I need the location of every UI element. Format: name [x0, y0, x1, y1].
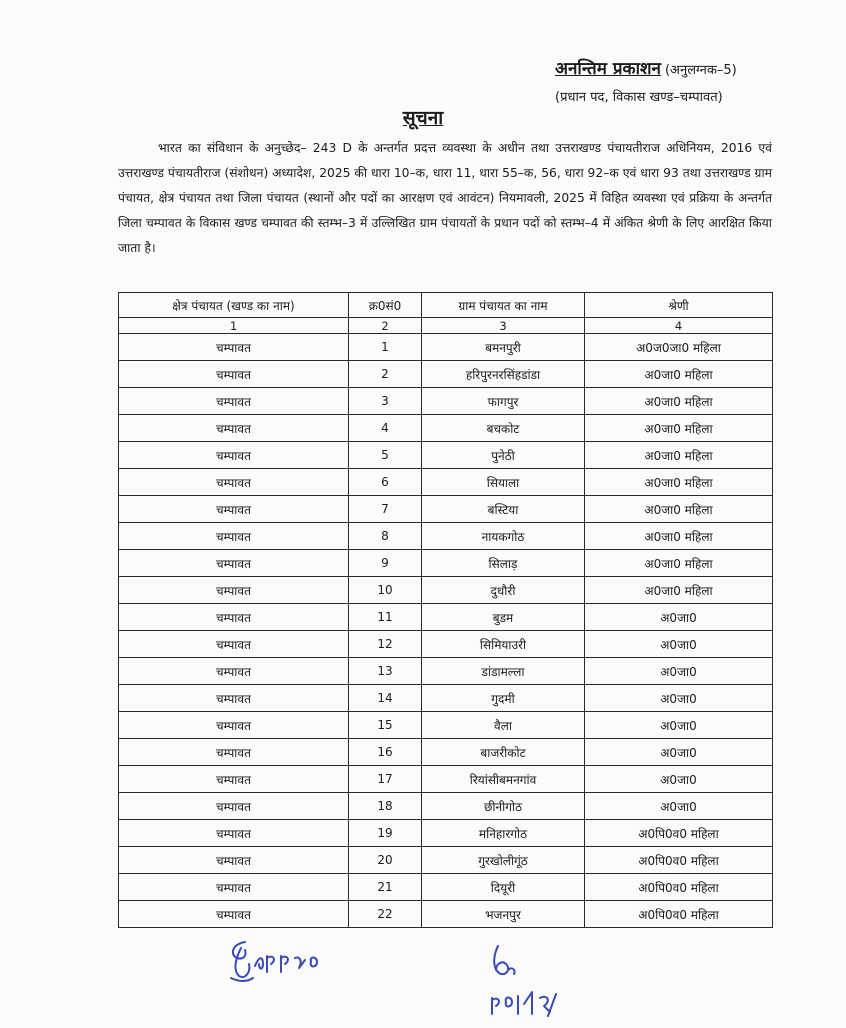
category-cell: अ0जा0	[585, 793, 773, 820]
category-cell: अ0ज0जा0 महिला	[585, 334, 773, 361]
serial-cell: 21	[349, 874, 422, 901]
table-row	[119, 739, 773, 766]
table-row	[119, 820, 773, 847]
table-row	[119, 469, 773, 496]
table-row	[119, 604, 773, 631]
document-header	[555, 56, 815, 105]
village-cell: बुडम	[422, 604, 585, 631]
village-cell: गुदमी	[422, 685, 585, 712]
serial-cell: 5	[349, 442, 422, 469]
block-cell: चम्पावत	[119, 874, 349, 901]
table-row	[119, 550, 773, 577]
table-row	[119, 496, 773, 523]
block-cell: चम्पावत	[119, 496, 349, 523]
table-row	[119, 577, 773, 604]
table-row	[119, 712, 773, 739]
table-row	[119, 901, 773, 928]
village-cell: सियाला	[422, 469, 585, 496]
header-serial: क्र0सं0	[349, 293, 422, 318]
block-cell: चम्पावत	[119, 631, 349, 658]
block-cell: चम्पावत	[119, 469, 349, 496]
table-row	[119, 658, 773, 685]
final-publication-title	[555, 56, 815, 79]
serial-cell: 10	[349, 577, 422, 604]
table-header-row	[119, 293, 773, 318]
block-cell: चम्पावत	[119, 793, 349, 820]
block-cell: चम्पावत	[119, 604, 349, 631]
block-cell: चम्पावत	[119, 712, 349, 739]
table-body	[119, 334, 773, 928]
serial-cell: 14	[349, 685, 422, 712]
notice-heading: सूचना	[402, 107, 444, 129]
category-cell: अ0पि0व0 महिला	[585, 847, 773, 874]
village-cell: सिलाड़	[422, 550, 585, 577]
category-cell: अ0जा0 महिला	[585, 496, 773, 523]
category-cell: अ0जा0 महिला	[585, 442, 773, 469]
village-cell: वैला	[422, 712, 585, 739]
serial-cell: 19	[349, 820, 422, 847]
post-block-subtitle: (प्रधान पद, विकास खण्ड–चम्पावत)	[555, 90, 723, 105]
column-number: 1	[119, 318, 349, 334]
serial-cell: 4	[349, 415, 422, 442]
block-cell: चम्पावत	[119, 766, 349, 793]
serial-cell: 15	[349, 712, 422, 739]
table-row	[119, 415, 773, 442]
serial-cell: 12	[349, 631, 422, 658]
table-row	[119, 334, 773, 361]
table-row	[119, 361, 773, 388]
column-number-row	[119, 318, 773, 334]
village-cell: पुनेठी	[422, 442, 585, 469]
serial-cell: 17	[349, 766, 422, 793]
block-cell: चम्पावत	[119, 658, 349, 685]
table-row	[119, 631, 773, 658]
category-cell: अ0जा0 महिला	[585, 550, 773, 577]
category-cell: अ0जा0 महिला	[585, 577, 773, 604]
table-row	[119, 793, 773, 820]
column-number: 4	[585, 318, 773, 334]
handwritten-signature-icon	[225, 938, 335, 986]
village-cell: बस्टिया	[422, 496, 585, 523]
signature-2	[478, 940, 578, 1028]
category-cell: अ0जा0	[585, 739, 773, 766]
block-cell: चम्पावत	[119, 388, 349, 415]
category-cell: अ0जा0 महिला	[585, 523, 773, 550]
category-cell: अ0जा0 महिला	[585, 415, 773, 442]
serial-cell: 6	[349, 469, 422, 496]
table-row	[119, 523, 773, 550]
block-cell: चम्पावत	[119, 685, 349, 712]
block-cell: चम्पावत	[119, 361, 349, 388]
category-cell: अ0पि0व0 महिला	[585, 874, 773, 901]
table-row	[119, 874, 773, 901]
block-cell: चम्पावत	[119, 415, 349, 442]
serial-cell: 8	[349, 523, 422, 550]
village-cell: मनिहारगोठ	[422, 820, 585, 847]
block-cell: चम्पावत	[119, 820, 349, 847]
category-cell: अ0जा0 महिला	[585, 388, 773, 415]
table-row	[119, 766, 773, 793]
signature-1	[225, 938, 335, 990]
village-cell: बचकोट	[422, 415, 585, 442]
village-cell: हरिपुरनरसिंहडांडा	[422, 361, 585, 388]
serial-cell: 1	[349, 334, 422, 361]
annexure-label: (अनुलग्नक–5)	[664, 63, 737, 78]
header-category: श्रेणी	[585, 293, 773, 318]
header-block: क्षेत्र पंचायत (खण्ड का नाम)	[119, 293, 349, 318]
block-cell: चम्पावत	[119, 550, 349, 577]
block-cell: चम्पावत	[119, 442, 349, 469]
reservation-table	[118, 292, 773, 928]
village-cell: गुरखोलीगूंठ	[422, 847, 585, 874]
serial-cell: 18	[349, 793, 422, 820]
header-village: ग्राम पंचायत का नाम	[422, 293, 585, 318]
table-row	[119, 388, 773, 415]
table-row	[119, 442, 773, 469]
category-cell: अ0पि0व0 महिला	[585, 901, 773, 928]
block-cell: चम्पावत	[119, 739, 349, 766]
village-cell: डांडामल्ला	[422, 658, 585, 685]
serial-cell: 20	[349, 847, 422, 874]
category-cell: अ0जा0	[585, 712, 773, 739]
serial-cell: 9	[349, 550, 422, 577]
column-number: 3	[422, 318, 585, 334]
village-cell: सिमियाउरी	[422, 631, 585, 658]
serial-cell: 11	[349, 604, 422, 631]
serial-cell: 3	[349, 388, 422, 415]
category-cell: अ0जा0 महिला	[585, 361, 773, 388]
category-cell: अ0जा0 महिला	[585, 469, 773, 496]
notice-body: भारत का संविधान के अनुच्छेद– 243 D के अन्तर्गत प्रदत्त व्यवस्था के अधीन तथा उत्तराखण्ड पंचायतीराज अधिनियम, 2016 एवं उत्तराखण्ड पंचायतीराज (संशोधन) अध्यादेश, 2025 की धारा 10–क, धारा 11, धारा 55–क, 56, धारा 92–क एवं धारा 93 तथा उत्तराखण्ड ग्राम पंचायत, क्षेत्र पंचायत तथा जिला पंचायत (स्थानों और पदों का आरक्षण एवं आवंटन) नियमावली, 2025 में विहित व्यवस्था एवं प्रक्रिया के अन्तर्गत जिला चम्पावत के विकास खण्ड चम्पावत की स्तम्भ–3 में उल्लिखित ग्राम पंचायतों के प्रधान पदों को स्तम्भ–4 में अंकित श्रेणी के लिए आरक्षित किया जाता है।	[118, 141, 772, 255]
table-row	[119, 685, 773, 712]
category-cell: अ0जा0	[585, 658, 773, 685]
block-cell: चम्पावत	[119, 334, 349, 361]
village-cell: रियांसीबमनगांव	[422, 766, 585, 793]
village-cell: फागपुर	[422, 388, 585, 415]
village-cell: छीनीगोठ	[422, 793, 585, 820]
category-cell: अ0जा0	[585, 766, 773, 793]
category-cell: अ0जा0	[585, 685, 773, 712]
village-cell: भजनपुर	[422, 901, 585, 928]
serial-cell: 2	[349, 361, 422, 388]
category-cell: अ0पि0व0 महिला	[585, 820, 773, 847]
handwritten-signature-with-date-icon	[478, 940, 578, 1024]
block-cell: चम्पावत	[119, 577, 349, 604]
title-main: अनन्तिम प्रकाशन	[555, 59, 661, 79]
block-cell: चम्पावत	[119, 901, 349, 928]
village-cell: नायकगोठ	[422, 523, 585, 550]
serial-cell: 16	[349, 739, 422, 766]
table-row	[119, 847, 773, 874]
serial-cell: 13	[349, 658, 422, 685]
column-number: 2	[349, 318, 422, 334]
village-cell: बाजरीकोट	[422, 739, 585, 766]
block-cell: चम्पावत	[119, 523, 349, 550]
village-cell: दुधौरी	[422, 577, 585, 604]
category-cell: अ0जा0	[585, 604, 773, 631]
serial-cell: 22	[349, 901, 422, 928]
village-cell: दियूरी	[422, 874, 585, 901]
serial-cell: 7	[349, 496, 422, 523]
category-cell: अ0जा0	[585, 631, 773, 658]
block-cell: चम्पावत	[119, 847, 349, 874]
village-cell: बमनपुरी	[422, 334, 585, 361]
